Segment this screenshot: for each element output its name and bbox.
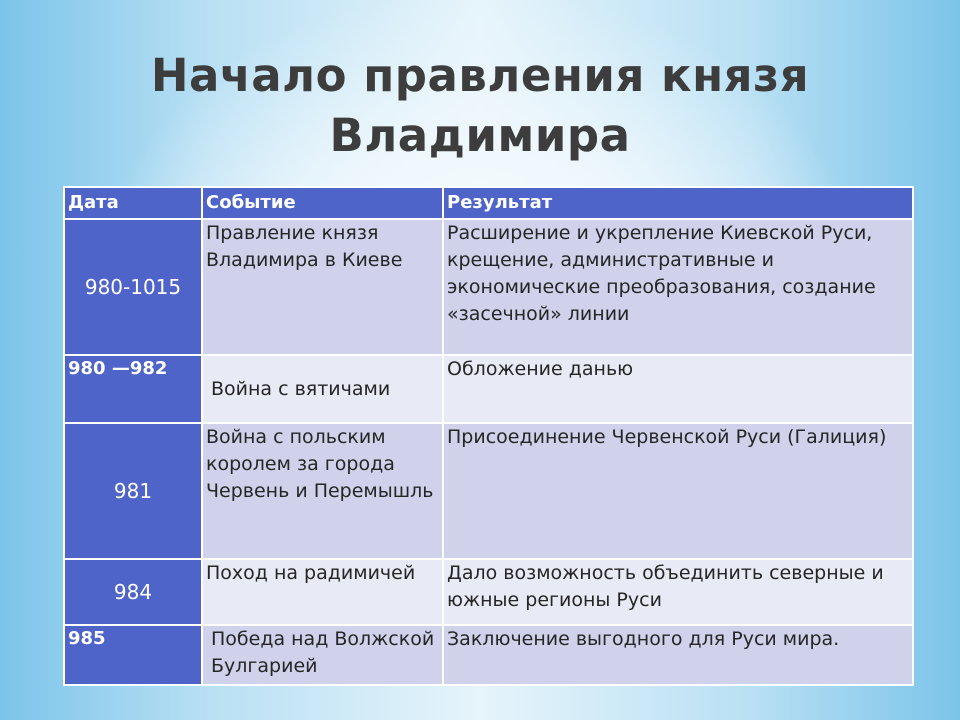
event-cell: Война с польским королем за города Червень и Перемышль xyxy=(202,423,443,559)
result-cell: Расширение и укрепление Киевской Руси, крещение, административные и экономические преобразования, создание «засечной» линии xyxy=(443,219,913,355)
table-row xyxy=(64,423,913,559)
event-cell: Правление князя Владимира в Киеве xyxy=(202,219,443,355)
table-header-row xyxy=(64,187,913,219)
date-cell: 980 —982 xyxy=(64,355,202,423)
events-table xyxy=(63,186,914,686)
date-cell: 980-1015 xyxy=(64,219,202,355)
header-event: Событие xyxy=(202,187,443,219)
event-cell: Победа над Волжской Булгарией xyxy=(202,625,443,685)
date-cell: 981 xyxy=(64,423,202,559)
slide-title-line-2: Владимира xyxy=(329,109,631,162)
table-row xyxy=(64,219,913,355)
date-cell: 985 xyxy=(64,625,202,685)
slide-title xyxy=(0,46,960,166)
header-result: Результат xyxy=(443,187,913,219)
date-cell: 984 xyxy=(64,559,202,625)
slide-title-line-1: Начало правления князя xyxy=(150,49,810,102)
table-row xyxy=(64,355,913,423)
result-cell: Дало возможность объединить северные и южные регионы Руси xyxy=(443,559,913,625)
result-cell: Обложение данью xyxy=(443,355,913,423)
result-cell: Присоединение Червенской Руси (Галиция) xyxy=(443,423,913,559)
result-cell: Заключение выгодного для Руси мира. xyxy=(443,625,913,685)
table-row xyxy=(64,559,913,625)
header-date: Дата xyxy=(64,187,202,219)
event-cell: Поход на радимичей xyxy=(202,559,443,625)
table-row xyxy=(64,625,913,685)
event-cell: Война с вятичами xyxy=(202,355,443,423)
